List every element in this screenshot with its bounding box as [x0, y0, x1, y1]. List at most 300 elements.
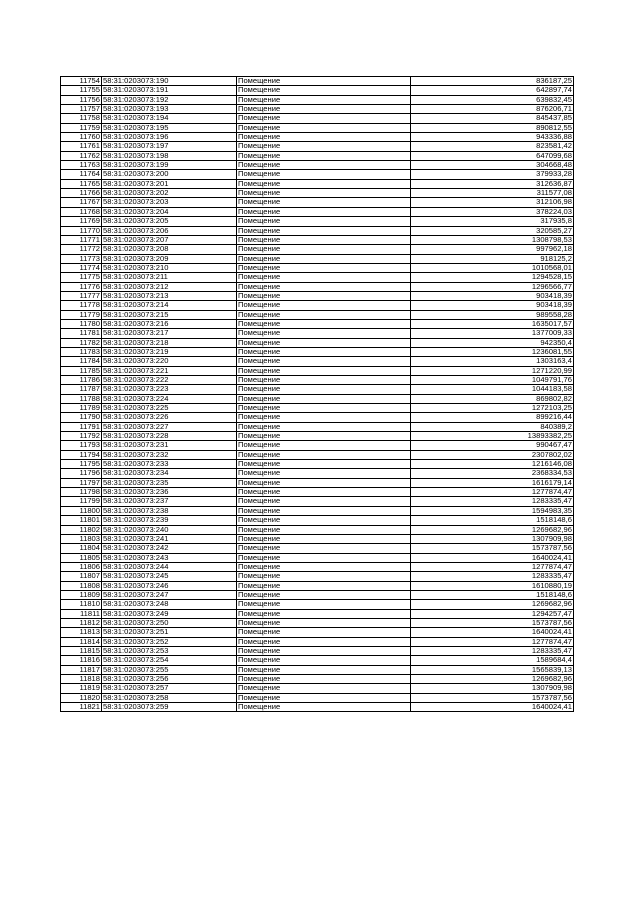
- object-type-cell: Помещение: [237, 497, 411, 506]
- table-row: [61, 394, 574, 403]
- row-number-cell: 11773: [61, 254, 102, 263]
- cadastral-value-cell: 1640024,41: [411, 703, 574, 712]
- cadastral-value-cell: 1518148,6: [411, 516, 574, 525]
- object-type-cell: Помещение: [237, 198, 411, 207]
- table-row: [61, 637, 574, 646]
- object-type-cell: Помещение: [237, 656, 411, 665]
- cadastral-value-cell: 1272103,25: [411, 404, 574, 413]
- row-number-cell: 11793: [61, 441, 102, 450]
- row-number-cell: 11805: [61, 553, 102, 562]
- cadastral-number-cell: 58:31:0203073:231: [102, 441, 237, 450]
- object-type-cell: Помещение: [237, 618, 411, 627]
- object-type-cell: Помещение: [237, 506, 411, 515]
- cadastral-number-cell: 58:31:0203073:217: [102, 329, 237, 338]
- object-type-cell: Помещение: [237, 217, 411, 226]
- row-number-cell: 11780: [61, 319, 102, 328]
- row-number-cell: 11760: [61, 133, 102, 142]
- row-number-cell: 11756: [61, 95, 102, 104]
- table-row: [61, 684, 574, 693]
- row-number-cell: 11785: [61, 366, 102, 375]
- cadastral-number-cell: 58:31:0203073:246: [102, 581, 237, 590]
- object-type-cell: Помещение: [237, 263, 411, 272]
- row-number-cell: 11819: [61, 684, 102, 693]
- object-type-cell: Помещение: [237, 161, 411, 170]
- row-number-cell: 11802: [61, 525, 102, 534]
- row-number-cell: 11757: [61, 105, 102, 114]
- object-type-cell: Помещение: [237, 235, 411, 244]
- table-row: [61, 600, 574, 609]
- cadastral-number-cell: 58:31:0203073:238: [102, 506, 237, 515]
- table-row: [61, 254, 574, 263]
- table-row: [61, 366, 574, 375]
- cadastral-value-cell: 1308798,53: [411, 235, 574, 244]
- table-row: [61, 404, 574, 413]
- row-number-cell: 11764: [61, 170, 102, 179]
- cadastral-value-cell: 1377009,33: [411, 329, 574, 338]
- cadastral-value-cell: 639832,45: [411, 95, 574, 104]
- table-row: [61, 151, 574, 160]
- cadastral-number-cell: 58:31:0203073:257: [102, 684, 237, 693]
- cadastral-value-cell: 1610880,19: [411, 581, 574, 590]
- table-row: [61, 581, 574, 590]
- table-row: [61, 291, 574, 300]
- cadastral-value-cell: 312636,87: [411, 179, 574, 188]
- object-type-cell: Помещение: [237, 338, 411, 347]
- cadastral-value-cell: 1049791,76: [411, 376, 574, 385]
- row-number-cell: 11754: [61, 77, 102, 86]
- object-type-cell: Помещение: [237, 590, 411, 599]
- table-row: [61, 488, 574, 497]
- cadastral-number-cell: 58:31:0203073:237: [102, 497, 237, 506]
- cadastral-number-cell: 58:31:0203073:253: [102, 646, 237, 655]
- cadastral-number-cell: 58:31:0203073:239: [102, 516, 237, 525]
- cadastral-number-cell: 58:31:0203073:252: [102, 637, 237, 646]
- object-type-cell: Помещение: [237, 675, 411, 684]
- cadastral-value-cell: 311577,08: [411, 189, 574, 198]
- cadastral-number-cell: 58:31:0203073:211: [102, 273, 237, 282]
- row-number-cell: 11755: [61, 86, 102, 95]
- object-type-cell: Помещение: [237, 366, 411, 375]
- table-row: [61, 506, 574, 515]
- cadastral-value-table: [60, 76, 574, 712]
- object-type-cell: Помещение: [237, 77, 411, 86]
- table-row: [61, 207, 574, 216]
- cadastral-number-cell: 58:31:0203073:235: [102, 478, 237, 487]
- object-type-cell: Помещение: [237, 245, 411, 254]
- cadastral-value-cell: 2368334,53: [411, 469, 574, 478]
- object-type-cell: Помещение: [237, 404, 411, 413]
- table-row: [61, 310, 574, 319]
- table-row: [61, 450, 574, 459]
- row-number-cell: 11772: [61, 245, 102, 254]
- table-row: [61, 703, 574, 712]
- row-number-cell: 11817: [61, 665, 102, 674]
- cadastral-number-cell: 58:31:0203073:245: [102, 572, 237, 581]
- cadastral-number-cell: 58:31:0203073:247: [102, 590, 237, 599]
- table-row: [61, 338, 574, 347]
- object-type-cell: Помещение: [237, 319, 411, 328]
- table-row: [61, 534, 574, 543]
- object-type-cell: Помещение: [237, 684, 411, 693]
- object-type-cell: Помещение: [237, 693, 411, 702]
- object-type-cell: Помещение: [237, 413, 411, 422]
- object-type-cell: Помещение: [237, 488, 411, 497]
- row-number-cell: 11816: [61, 656, 102, 665]
- row-number-cell: 11781: [61, 329, 102, 338]
- table-row: [61, 179, 574, 188]
- cadastral-value-cell: 1269682,96: [411, 525, 574, 534]
- cadastral-number-cell: 58:31:0203073:209: [102, 254, 237, 263]
- row-number-cell: 11770: [61, 226, 102, 235]
- cadastral-number-cell: 58:31:0203073:212: [102, 282, 237, 291]
- table-row: [61, 618, 574, 627]
- cadastral-value-cell: 989558,28: [411, 310, 574, 319]
- cadastral-number-cell: 58:31:0203073:241: [102, 534, 237, 543]
- row-number-cell: 11759: [61, 123, 102, 132]
- row-number-cell: 11814: [61, 637, 102, 646]
- cadastral-number-cell: 58:31:0203073:205: [102, 217, 237, 226]
- row-number-cell: 11788: [61, 394, 102, 403]
- row-number-cell: 11815: [61, 646, 102, 655]
- cadastral-value-cell: 997962,18: [411, 245, 574, 254]
- cadastral-number-cell: 58:31:0203073:242: [102, 544, 237, 553]
- cadastral-number-cell: 58:31:0203073:249: [102, 609, 237, 618]
- cadastral-value-cell: 903418,39: [411, 301, 574, 310]
- cadastral-value-cell: 903418,39: [411, 291, 574, 300]
- row-number-cell: 11809: [61, 590, 102, 599]
- cadastral-number-cell: 58:31:0203073:236: [102, 488, 237, 497]
- cadastral-number-cell: 58:31:0203073:232: [102, 450, 237, 459]
- cadastral-number-cell: 58:31:0203073:214: [102, 301, 237, 310]
- object-type-cell: Помещение: [237, 609, 411, 618]
- row-number-cell: 11818: [61, 675, 102, 684]
- row-number-cell: 11789: [61, 404, 102, 413]
- cadastral-number-cell: 58:31:0203073:207: [102, 235, 237, 244]
- object-type-cell: Помещение: [237, 133, 411, 142]
- cadastral-value-cell: 845437,85: [411, 114, 574, 123]
- cadastral-number-cell: 58:31:0203073:190: [102, 77, 237, 86]
- object-type-cell: Помещение: [237, 516, 411, 525]
- row-number-cell: 11761: [61, 142, 102, 151]
- row-number-cell: 11806: [61, 562, 102, 571]
- cadastral-number-cell: 58:31:0203073:191: [102, 86, 237, 95]
- cadastral-number-cell: 58:31:0203073:244: [102, 562, 237, 571]
- table-row: [61, 319, 574, 328]
- table-row: [61, 469, 574, 478]
- table-row: [61, 189, 574, 198]
- table-row: [61, 114, 574, 123]
- cadastral-value-cell: 1565839,13: [411, 665, 574, 674]
- cadastral-value-cell: 642897,74: [411, 86, 574, 95]
- cadastral-value-cell: 312106,98: [411, 198, 574, 207]
- object-type-cell: Помещение: [237, 544, 411, 553]
- object-type-cell: Помещение: [237, 534, 411, 543]
- cadastral-number-cell: 58:31:0203073:233: [102, 460, 237, 469]
- cadastral-number-cell: 58:31:0203073:224: [102, 394, 237, 403]
- cadastral-number-cell: 58:31:0203073:227: [102, 422, 237, 431]
- cadastral-number-cell: 58:31:0203073:243: [102, 553, 237, 562]
- table-row: [61, 123, 574, 132]
- cadastral-number-cell: 58:31:0203073:195: [102, 123, 237, 132]
- table-row: [61, 609, 574, 618]
- row-number-cell: 11796: [61, 469, 102, 478]
- table-row: [61, 357, 574, 366]
- cadastral-number-cell: 58:31:0203073:202: [102, 189, 237, 198]
- cadastral-value-cell: 1271220,99: [411, 366, 574, 375]
- cadastral-value-cell: 899216,44: [411, 413, 574, 422]
- object-type-cell: Помещение: [237, 329, 411, 338]
- row-number-cell: 11774: [61, 263, 102, 272]
- cadastral-number-cell: 58:31:0203073:193: [102, 105, 237, 114]
- row-number-cell: 11811: [61, 609, 102, 618]
- cadastral-value-cell: 2307802,02: [411, 450, 574, 459]
- object-type-cell: Помещение: [237, 572, 411, 581]
- table-row: [61, 646, 574, 655]
- row-number-cell: 11766: [61, 189, 102, 198]
- cadastral-value-cell: 836187,25: [411, 77, 574, 86]
- cadastral-value-cell: 1589684,4: [411, 656, 574, 665]
- object-type-cell: Помещение: [237, 450, 411, 459]
- object-type-cell: Помещение: [237, 376, 411, 385]
- cadastral-value-cell: 379933,28: [411, 170, 574, 179]
- table-row: [61, 413, 574, 422]
- table-row: [61, 656, 574, 665]
- cadastral-number-cell: 58:31:0203073:196: [102, 133, 237, 142]
- object-type-cell: Помещение: [237, 628, 411, 637]
- row-number-cell: 11795: [61, 460, 102, 469]
- row-number-cell: 11787: [61, 385, 102, 394]
- row-number-cell: 11808: [61, 581, 102, 590]
- table-row: [61, 572, 574, 581]
- row-number-cell: 11797: [61, 478, 102, 487]
- cadastral-value-cell: 317935,8: [411, 217, 574, 226]
- table-row: [61, 385, 574, 394]
- row-number-cell: 11813: [61, 628, 102, 637]
- cadastral-number-cell: 58:31:0203073:240: [102, 525, 237, 534]
- row-number-cell: 11803: [61, 534, 102, 543]
- table-row: [61, 245, 574, 254]
- cadastral-value-cell: 378224,03: [411, 207, 574, 216]
- object-type-cell: Помещение: [237, 273, 411, 282]
- cadastral-value-cell: 1303163,4: [411, 357, 574, 366]
- table-row: [61, 590, 574, 599]
- cadastral-value-cell: 1573787,56: [411, 544, 574, 553]
- cadastral-number-cell: 58:31:0203073:222: [102, 376, 237, 385]
- table-row: [61, 217, 574, 226]
- table-row: [61, 432, 574, 441]
- cadastral-value-cell: 1277874,47: [411, 562, 574, 571]
- row-number-cell: 11790: [61, 413, 102, 422]
- object-type-cell: Помещение: [237, 170, 411, 179]
- cadastral-number-cell: 58:31:0203073:258: [102, 693, 237, 702]
- object-type-cell: Помещение: [237, 469, 411, 478]
- object-type-cell: Помещение: [237, 179, 411, 188]
- object-type-cell: Помещение: [237, 347, 411, 356]
- row-number-cell: 11794: [61, 450, 102, 459]
- row-number-cell: 11801: [61, 516, 102, 525]
- table-row: [61, 273, 574, 282]
- object-type-cell: Помещение: [237, 432, 411, 441]
- object-type-cell: Помещение: [237, 394, 411, 403]
- cadastral-number-cell: 58:31:0203073:204: [102, 207, 237, 216]
- table-row: [61, 460, 574, 469]
- table-row: [61, 693, 574, 702]
- object-type-cell: Помещение: [237, 703, 411, 712]
- object-type-cell: Помещение: [237, 637, 411, 646]
- table-row: [61, 161, 574, 170]
- cadastral-number-cell: 58:31:0203073:201: [102, 179, 237, 188]
- table-row: [61, 675, 574, 684]
- row-number-cell: 11776: [61, 282, 102, 291]
- object-type-cell: Помещение: [237, 301, 411, 310]
- cadastral-value-cell: 918125,2: [411, 254, 574, 263]
- cadastral-number-cell: 58:31:0203073:210: [102, 263, 237, 272]
- cadastral-number-cell: 58:31:0203073:248: [102, 600, 237, 609]
- cadastral-number-cell: 58:31:0203073:215: [102, 310, 237, 319]
- cadastral-value-cell: 304668,48: [411, 161, 574, 170]
- row-number-cell: 11807: [61, 572, 102, 581]
- cadastral-number-cell: 58:31:0203073:254: [102, 656, 237, 665]
- table-row: [61, 525, 574, 534]
- table-row: [61, 226, 574, 235]
- object-type-cell: Помещение: [237, 226, 411, 235]
- cadastral-value-cell: 1277874,47: [411, 637, 574, 646]
- table-row: [61, 105, 574, 114]
- row-number-cell: 11786: [61, 376, 102, 385]
- row-number-cell: 11767: [61, 198, 102, 207]
- object-type-cell: Помещение: [237, 291, 411, 300]
- object-type-cell: Помещение: [237, 114, 411, 123]
- cadastral-number-cell: 58:31:0203073:203: [102, 198, 237, 207]
- cadastral-number-cell: 58:31:0203073:250: [102, 618, 237, 627]
- table-row: [61, 628, 574, 637]
- table-row: [61, 478, 574, 487]
- row-number-cell: 11771: [61, 235, 102, 244]
- row-number-cell: 11782: [61, 338, 102, 347]
- object-type-cell: Помещение: [237, 357, 411, 366]
- cadastral-value-cell: 1044183,58: [411, 385, 574, 394]
- cadastral-number-cell: 58:31:0203073:220: [102, 357, 237, 366]
- table-row: [61, 553, 574, 562]
- object-type-cell: Помещение: [237, 525, 411, 534]
- row-number-cell: 11777: [61, 291, 102, 300]
- table-body: [61, 77, 574, 712]
- cadastral-number-cell: 58:31:0203073:219: [102, 347, 237, 356]
- object-type-cell: Помещение: [237, 385, 411, 394]
- table-row: [61, 376, 574, 385]
- table-row: [61, 301, 574, 310]
- table-row: [61, 133, 574, 142]
- row-number-cell: 11778: [61, 301, 102, 310]
- cadastral-number-cell: 58:31:0203073:251: [102, 628, 237, 637]
- object-type-cell: Помещение: [237, 562, 411, 571]
- cadastral-number-cell: 58:31:0203073:225: [102, 404, 237, 413]
- cadastral-number-cell: 58:31:0203073:213: [102, 291, 237, 300]
- table-row: [61, 562, 574, 571]
- cadastral-value-cell: 1573787,56: [411, 618, 574, 627]
- cadastral-value-cell: 1635017,57: [411, 319, 574, 328]
- cadastral-value-cell: 1283335,47: [411, 646, 574, 655]
- row-number-cell: 11779: [61, 310, 102, 319]
- object-type-cell: Помещение: [237, 665, 411, 674]
- cadastral-value-cell: 840389,2: [411, 422, 574, 431]
- row-number-cell: 11800: [61, 506, 102, 515]
- cadastral-value-cell: 1216146,08: [411, 460, 574, 469]
- row-number-cell: 11763: [61, 161, 102, 170]
- table-row: [61, 497, 574, 506]
- object-type-cell: Помещение: [237, 207, 411, 216]
- row-number-cell: 11775: [61, 273, 102, 282]
- cadastral-number-cell: 58:31:0203073:255: [102, 665, 237, 674]
- table-row: [61, 95, 574, 104]
- object-type-cell: Помещение: [237, 422, 411, 431]
- object-type-cell: Помещение: [237, 478, 411, 487]
- table-row: [61, 422, 574, 431]
- table-row: [61, 142, 574, 151]
- table-row: [61, 329, 574, 338]
- table-row: [61, 198, 574, 207]
- table-row: [61, 77, 574, 86]
- cadastral-value-cell: 1296566,77: [411, 282, 574, 291]
- object-type-cell: Помещение: [237, 123, 411, 132]
- row-number-cell: 11765: [61, 179, 102, 188]
- cadastral-value-cell: 1640024,41: [411, 628, 574, 637]
- cadastral-number-cell: 58:31:0203073:216: [102, 319, 237, 328]
- cadastral-number-cell: 58:31:0203073:199: [102, 161, 237, 170]
- cadastral-number-cell: 58:31:0203073:208: [102, 245, 237, 254]
- object-type-cell: Помещение: [237, 441, 411, 450]
- cadastral-value-cell: 1573787,56: [411, 693, 574, 702]
- object-type-cell: Помещение: [237, 600, 411, 609]
- object-type-cell: Помещение: [237, 142, 411, 151]
- cadastral-number-cell: 58:31:0203073:226: [102, 413, 237, 422]
- cadastral-value-cell: 1283335,47: [411, 497, 574, 506]
- table-row: [61, 665, 574, 674]
- cadastral-value-cell: 647099,68: [411, 151, 574, 160]
- cadastral-number-cell: 58:31:0203073:228: [102, 432, 237, 441]
- cadastral-value-cell: 1277874,47: [411, 488, 574, 497]
- cadastral-number-cell: 58:31:0203073:256: [102, 675, 237, 684]
- cadastral-number-cell: 58:31:0203073:221: [102, 366, 237, 375]
- row-number-cell: 11799: [61, 497, 102, 506]
- cadastral-value-cell: 823581,42: [411, 142, 574, 151]
- table-row: [61, 347, 574, 356]
- cadastral-value-cell: 1269682,96: [411, 600, 574, 609]
- cadastral-value-cell: 990467,47: [411, 441, 574, 450]
- cadastral-number-cell: 58:31:0203073:218: [102, 338, 237, 347]
- table-row: [61, 235, 574, 244]
- table-row: [61, 282, 574, 291]
- object-type-cell: Помещение: [237, 254, 411, 263]
- cadastral-number-cell: 58:31:0203073:259: [102, 703, 237, 712]
- table-row: [61, 170, 574, 179]
- object-type-cell: Помещение: [237, 282, 411, 291]
- cadastral-number-cell: 58:31:0203073:234: [102, 469, 237, 478]
- cadastral-number-cell: 58:31:0203073:194: [102, 114, 237, 123]
- row-number-cell: 11783: [61, 347, 102, 356]
- row-number-cell: 11791: [61, 422, 102, 431]
- row-number-cell: 11798: [61, 488, 102, 497]
- row-number-cell: 11821: [61, 703, 102, 712]
- object-type-cell: Помещение: [237, 95, 411, 104]
- cadastral-value-cell: 13893382,25: [411, 432, 574, 441]
- row-number-cell: 11769: [61, 217, 102, 226]
- cadastral-value-cell: 1594983,35: [411, 506, 574, 515]
- cadastral-value-cell: 942350,4: [411, 338, 574, 347]
- object-type-cell: Помещение: [237, 310, 411, 319]
- row-number-cell: 11784: [61, 357, 102, 366]
- table-row: [61, 263, 574, 272]
